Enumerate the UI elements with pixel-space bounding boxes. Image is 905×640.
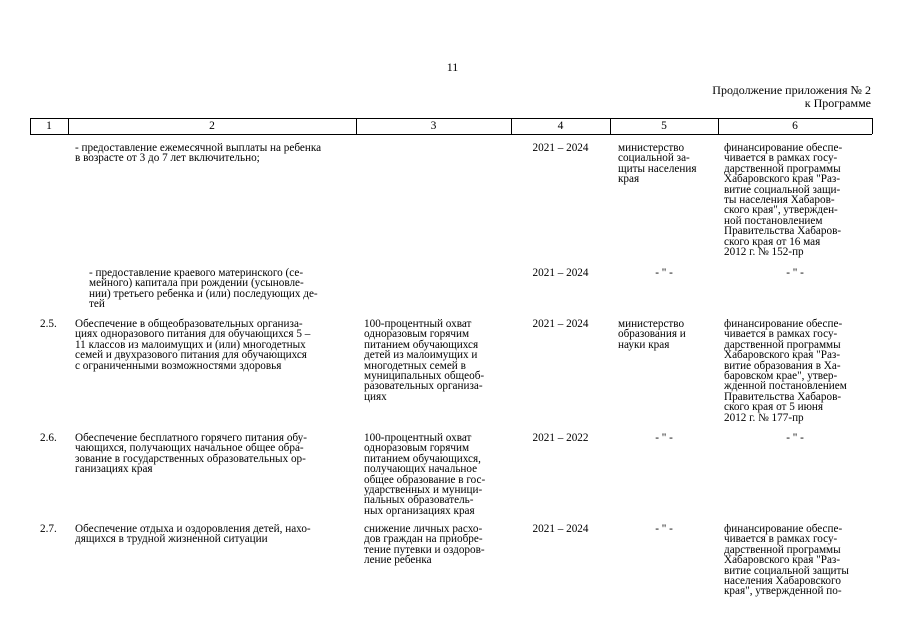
column-divider (872, 118, 873, 134)
header-col-2: 2 (209, 120, 215, 132)
page-number: 11 (446, 60, 459, 74)
row2-measure: - предоставление краевого материнского (се- мейного) капитала при рождении (усыновле- нии) третьего ребенка и (или) последующих де- тей (89, 267, 318, 311)
row2-note: - " - (786, 267, 804, 279)
row-2-5-executor: министерство образования и науки края (618, 318, 686, 351)
row-2-7-result: снижение личных расхо- дов граждан на приобре- тение путевки и оздоров- ление ребенка (364, 523, 485, 567)
header-col-4: 4 (557, 120, 564, 132)
row-2-5-note: финансирование обеспе- чивается в рамках госу- дарственной программы Хабаровского края "Раз- витие образования в Ха- баровском крае", утвер- жденной постановлением Правительства Хабаров- ского края от 5 июня 2012 г. № 177-пр (724, 318, 847, 424)
continuation-line-2: к Программе (804, 96, 871, 110)
row-2-6-result: 100-процентный охват одноразовым горячим питанием обучающихся, получающих начальное общее образование в гос- ударственных и муници- пальных образователь- ных организациях края (364, 432, 486, 517)
header-col-5: 5 (661, 120, 667, 132)
row-2-6-executor: - " - (655, 432, 673, 444)
row1-measure: - предоставление ежемесячной выплаты на ребенка в возрасте от 3 до 7 лет включительно; (75, 142, 322, 165)
row-2-6-number: 2.6. (40, 432, 57, 444)
row-2-7-period: 2021 – 2024 (532, 523, 589, 535)
row-2-6-measure: Обеспечение бесплатного горячего питания обу- чающихся, получающих начальное общее обра- зование в государственных образовательных ор- ганизациях края (75, 432, 308, 476)
row1-note: финансирование обеспе- чивается в рамках госу- дарственной программы Хабаровского края "Раз- витие социальной защи- ты населения Хабаров- ского края", утвержден- ной постановлением Правительства Хабаров- ского края от 16 мая 2012 г. № 152-пр (724, 142, 843, 259)
row2-executor: - " - (655, 267, 673, 279)
header-col-6: 6 (792, 120, 798, 132)
header-col-3: 3 (430, 120, 437, 132)
row-2-5-measure: Обеспечение в общеобразовательных организа- циях одноразового питания для обучающихся 5 – 11 классов из малоимущих и (или) многодетных семей и двухразового питания для обучающихся с ограниченными возможностями здоровья (75, 318, 311, 372)
row-2-7-executor: - " - (655, 523, 673, 535)
row1-executor: министерство социальной за- щиты населения края (618, 142, 697, 186)
row-2-6-note: - " - (786, 432, 804, 444)
row-2-7-measure: Обеспечение отдыха и оздоровления детей, нахо- дящихся в трудной жизненной ситуации (75, 523, 311, 546)
row-2-7-number: 2.7. (40, 523, 57, 535)
row-2-5-number: 2.5. (40, 318, 57, 330)
header-col-1: 1 (46, 120, 52, 132)
table-header-bottom-border (30, 134, 872, 135)
row-2-7-note: финансирование обеспе- чивается в рамках госу- дарственной программы Хабаровского края "Раз- витие социальной защиты населения Хабаровского края", утвержденной по- (724, 523, 849, 598)
row2-period: 2021 – 2024 (532, 267, 589, 279)
continuation-line-1: Продолжение приложения № 2 (712, 83, 871, 97)
appendix-continuation (620, 84, 871, 110)
row1-period: 2021 – 2024 (532, 142, 589, 154)
row-2-5-result: 100-процентный охват одноразовым горячим питанием обучающихся детей из малоимущих и многодетных семей в муниципальных общеоб- разовательных организа- циях (364, 318, 485, 403)
row-2-5-period: 2021 – 2024 (532, 318, 589, 330)
row-2-6-period: 2021 – 2022 (532, 432, 589, 444)
